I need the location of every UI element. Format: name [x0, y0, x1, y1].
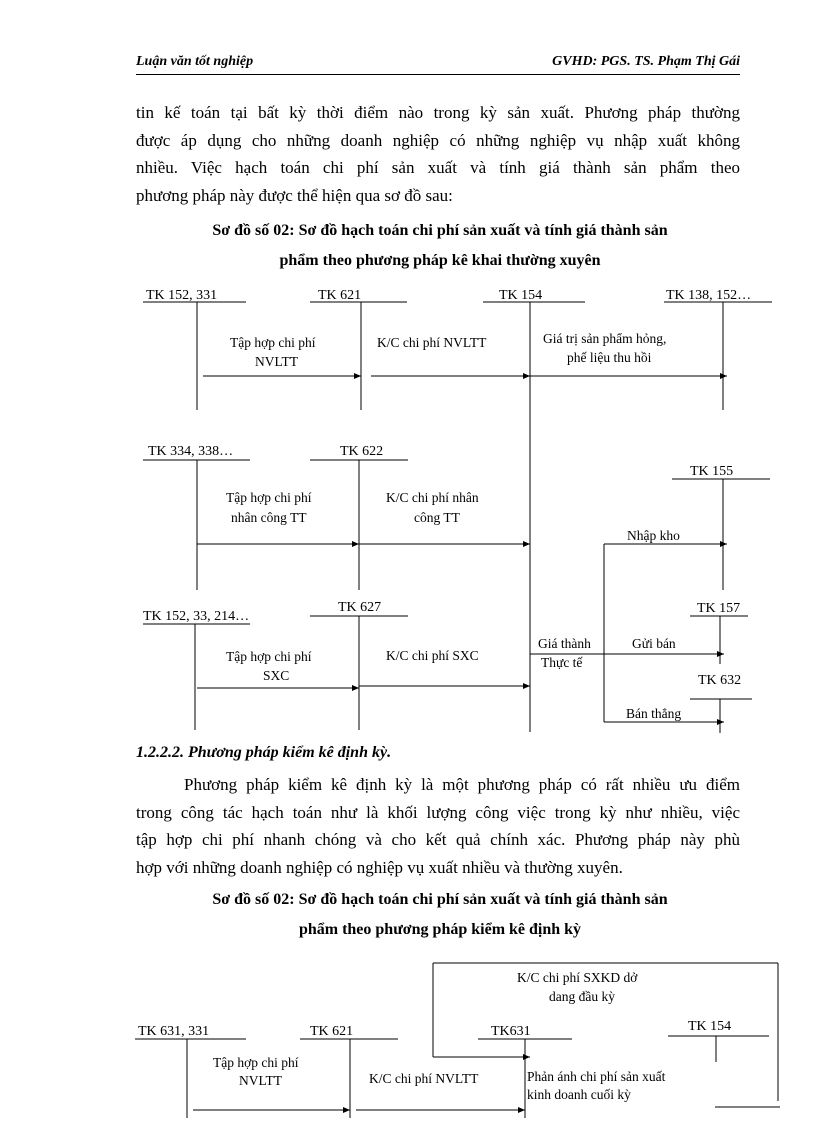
- paragraph-line: tin kế toán tại bất kỳ thời điểm nào trong kỳ sản xuất. Phương pháp thường: [136, 103, 740, 122]
- diagram2-title: [100, 885, 780, 945]
- paragraph-line: Phương pháp kiểm kê định kỳ là một phương pháp có rất nhiều ưu điểm: [184, 775, 740, 794]
- label-tap-hop-nc: Tập hợp chi phí: [226, 490, 312, 505]
- label-kc-sxc: K/C chi phí SXC: [386, 648, 479, 663]
- label-nhap-kho: Nhập kho: [627, 528, 680, 543]
- section-heading: 1.2.2.2. Phương pháp kiểm kê định kỳ.: [136, 744, 392, 761]
- paragraph-line: hợp với những doanh nghiệp có nghiệp vụ xuất nhiều và thường xuyên.: [136, 857, 623, 877]
- label-tap-hop-sxc: Tập hợp chi phí: [226, 649, 312, 664]
- paragraph-line: được áp dụng cho những doanh nghiệp có những nghiệp vụ nhập xuất không: [136, 130, 740, 150]
- label-ban-thang: Bán thẳng: [626, 706, 682, 721]
- account-tk154: TK 154: [499, 288, 543, 303]
- diagram1-title-line: phẩm theo phương pháp kê khai thường xuyên: [279, 252, 601, 269]
- label-nhan-cong-tt: nhân công TT: [231, 510, 307, 525]
- header-thesis-title: Luận văn tốt nghiệp: [136, 54, 254, 69]
- account-tk334-338: TK 334, 338…: [148, 444, 234, 459]
- diagram2-title-line: Sơ đồ số 02: Sơ đồ hạch toán chi phí sản xuất và tính giá thành sản: [212, 891, 668, 908]
- account-tk622: TK 622: [340, 444, 384, 459]
- label-gui-ban: Gửi bán: [632, 636, 676, 651]
- account-tk154: TK 154: [688, 1019, 732, 1034]
- label-phan-anh: Phản ánh chi phí sản xuất: [527, 1069, 666, 1084]
- paragraph-line: phương pháp này được thể hiện qua sơ đồ sau:: [136, 185, 453, 205]
- label-kc-sxkd-do-dang: K/C chi phí SXKD dở: [517, 970, 638, 985]
- label-nvltt: NVLTT: [255, 354, 298, 369]
- label-tap-hop-nvltt: Tập hợp chi phí: [230, 335, 316, 350]
- label-cong-tt: công TT: [414, 510, 460, 525]
- account-tk631: TK631: [491, 1024, 531, 1039]
- label-kc-nvltt: K/C chi phí NVLTT: [369, 1071, 479, 1086]
- paragraph-line: trong công tác hạch toán như là khối lượng công việc trong kỳ như nhiều, việc: [136, 802, 740, 822]
- paragraph-line: tập hợp chi phí nhanh chóng và cho kết quả chính xác. Phương pháp này phù: [136, 830, 740, 849]
- label-phe-lieu: phế liệu thu hồi: [567, 350, 652, 365]
- diagram1-title-line: Sơ đồ số 02: Sơ đồ hạch toán chi phí sản xuất và tính giá thành sản: [212, 222, 668, 239]
- label-nvltt: NVLTT: [239, 1073, 282, 1088]
- label-kc-nhan-cong: K/C chi phí nhân: [386, 490, 479, 505]
- account-tk631-331: TK 631, 331: [138, 1024, 210, 1039]
- account-tk621: TK 621: [310, 1024, 354, 1039]
- diagram2-title-line: phẩm theo phương pháp kiểm kê định kỳ: [298, 921, 582, 938]
- account-tk632: TK 632: [698, 673, 742, 688]
- label-tap-hop-nvltt: Tập hợp chi phí: [213, 1055, 299, 1070]
- header-supervisor: GVHD: PGS. TS. Phạm Thị Gái: [552, 54, 740, 69]
- label-kc-nvltt: K/C chi phí NVLTT: [377, 335, 487, 350]
- account-tk138-152: TK 138, 152…: [666, 288, 752, 303]
- label-thuc-te: Thực tế: [541, 655, 583, 670]
- periodic-method-paragraph: [136, 771, 740, 881]
- account-tk152-33-214: TK 152, 33, 214…: [143, 609, 250, 624]
- label-dau-ky: dang đầu kỳ: [549, 989, 615, 1004]
- label-san-pham-hong: Giá trị sản phẩm hỏng,: [543, 331, 667, 346]
- label-sxc: SXC: [263, 668, 290, 683]
- account-tk621: TK 621: [318, 288, 362, 303]
- diagram2: [135, 963, 780, 1118]
- label-gia-thanh: Giá thành: [538, 636, 591, 651]
- paragraph-line: nhiều. Việc hạch toán chi phí sản xuất và tính giá thành sản phẩm theo: [136, 158, 740, 177]
- diagram1: [143, 288, 772, 733]
- account-tk627: TK 627: [338, 600, 382, 615]
- account-tk157: TK 157: [697, 601, 741, 616]
- label-cuoi-ky: kinh doanh cuối kỳ: [527, 1087, 631, 1102]
- account-tk152-331: TK 152, 331: [146, 288, 218, 303]
- account-tk155: TK 155: [690, 464, 734, 479]
